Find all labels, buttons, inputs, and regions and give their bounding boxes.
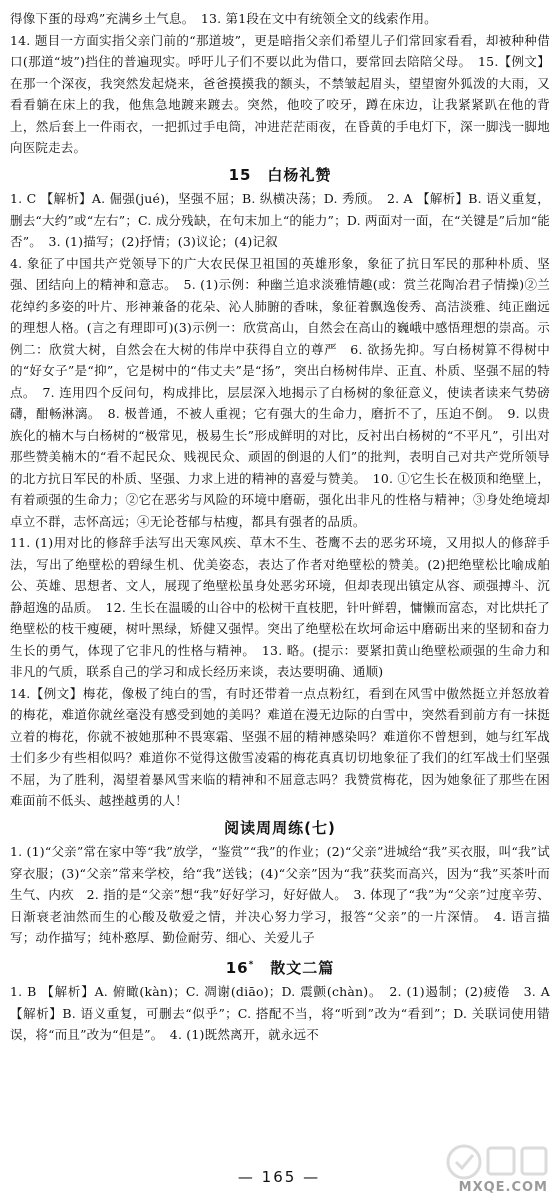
answer-paragraph: 1. B 【解析】A. 俯瞰(kàn)；C. 凋谢(diāo)；D. 震颤(chàn)。 2. (1)遏制；(2)疲倦 3. A 【解析】B. 语义重复，可删去“似乎”；C. 搭配不当，将“听到”改为“看到”；D. 关联词使用错误，将“而且”改为“但是”。 4. (1)既然离开，就永远不	[10, 984, 550, 1042]
section-title	[10, 955, 550, 980]
answer-paragraph: 14. 题目一方面实指父亲门前的“那道坡”，更是暗指父亲们希望儿子们常回家看看，却被种种借口(那道“坡”)挡住的普遍现实。呼吁儿子们不要以此为借口，要常回去陪陪父母。 15.【例文】在那一个深夜，我突然发起烧来，爸爸摸摸我的额头，不禁皱起眉头，望望窗外狐泼的大雨，又看看躺在床上的我，他焦急地踱来踱去。突然，他咬了咬牙，蹲在床边，让我紧紧趴在他的背上，然后套上一件雨衣，一把抓过手电筒，冲进茫茫雨夜，在昏黄的手电灯下，深一脚浅一脚地向医院走去。	[10, 32, 550, 155]
answer-paragraph: 1. C 【解析】A. 倔强(jué)，坚强不屈；B. 纵横决荡；D. 秀颀。 2. A 【解析】B. 语义重复，删去“大约”或“左右”；C. 成分残缺，在句末加上“的能力”；D. 两面对一面，在“关键是”后加“能否”。 3. (1)描写；(2)抒情；(3)议论；(4)记叙	[10, 191, 550, 249]
watermark-text: MXQE.COM	[458, 1180, 548, 1195]
section-title-text: 16	[225, 958, 249, 977]
answer-page	[10, 8, 550, 1046]
answer-paragraph: 4. 象征了中国共产党领导下的广大农民保卫祖国的英雄形象，象征了抗日军民的那种朴质、坚强、团结向上的精神和意志。 5. (1)示例：种幽兰追求淡雅情趣(或：赏兰花陶冶君子情操)②兰花绰约多姿的叶片、形神兼备的花朵、沁人肺腑的香味，象征着飘逸俊秀、高洁淡雅、纯正幽远的理想人格。(言之有理即可)(3)示例一：欣赏高山，自然会在高山的巍峨中感悟理想的崇高。示例二：欣赏大树，自然会在大树的伟岸中获得自立的尊严 6. 欲扬先抑。写白杨树算不得树中的“好女子”是“抑”，它是树中的“伟丈夫”是“扬”，突出白杨树伟岸、正直、朴质、坚强不屈的特点。 7. 连用四个反问句，构成排比，层层深入地揭示了白杨树的象征意义，使读者读来气势磅礴，酣畅淋漓。 8. 极普通，不被人重视；它有强大的生命力，磨折不了，压迫不倒。 9. 以贵族化的楠木与白杨树的“极常见，极易生长”形成鲜明的对比，反衬出白杨树的“不平凡”，引出对那些赞美楠木的“看不起民众、贱视民众、顽固的倒退的人们”的批判，表明自己对共产党所领导的北方抗日军民的朴质、坚强、力求上进的精神的喜爱与赞美。 10. ①它生长在极顶和绝壁上，有着顽强的生命力；②它在恶劣与风险的环境中磨砺，强化出非凡的性格与精神；③身处绝境却卓立不群，志怀高远；④无论苍郁与枯瘦，都具有强者的品质。	[10, 255, 550, 529]
section-title	[10, 165, 550, 187]
page-number: — 165 —	[237, 1168, 321, 1186]
answer-paragraph: 14.【例文】梅花，像极了纯白的雪，有时还带着一点点粉红，看到在风雪中傲然挺立并怒放着的梅花，难道你就丝毫没有感受到她的美吗？难道在漫无边际的白雪中，突然看到前方有一抹挺立着的梅花，你就不被她那种不畏寒霜、坚强不屈的精神感染吗？难道你不曾想到，她与红军战士们多少有些相似吗？难道你不觉得这傲雪凌霜的梅花真真切切地象征了我们的红军战士们坚强不屈，为了胜利，渴望着暴风雪来临的精神和不屈意志吗？我赞赏梅花，因为她象征了那些在困难面前不低头、越挫越勇的人！	[10, 685, 550, 808]
section-title-text: 15 白杨礼赞	[228, 165, 332, 184]
section-title-text: 阅读周周练(七)	[224, 818, 336, 837]
section-title-mark: *	[248, 959, 255, 970]
answer-paragraph: 1. (1)“父亲”常在家中等“我”放学，“鉴赏”“我”的作业；(2)“父亲”进城给“我”买衣服，叫“我”试穿衣服；(3)“父亲”常来学校，给“我”送钱；(4)“父亲”因为“我”获奖而高兴，因为“我”买茶叶而生气、内疚 2. 指的是“父亲”想“我”好好学习，好好做人。 3. 体现了“我”为“父亲”过度辛劳、日渐衰老油然而生的心酸及敬爱之情，并决心努力学习，报答“父亲”的一片深情。 4. 语言描写；动作描写；纯朴憨厚、勤俭耐劳、细心、关爱儿子	[10, 844, 550, 945]
answer-paragraph: 得像下蛋的母鸡”充满乡土气息。 13. 第1段在文中有统领全文的线索作用。	[10, 11, 437, 26]
answer-paragraph: 11. (1)用对比的修辞手法写出天寒风疾、草木不生、苍鹰不去的恶劣环境，又用拟人的修辞手法，写出了绝壁松的碧绿生机、优美姿态，表达了作者对绝壁松的赞美。(2)把绝壁松比喻成舶公、英雄、思想者、文人，展现了绝壁松虽身处恶劣环境，但却表现出镇定从容、顽强搏斗、沉静超逸的品质。 12. 生长在温暖的山谷中的松树干直枝肥，针叶鲜碧，慵懒而富态，对比烘托了绝壁松的枝干瘦硬，树叶黑绿，矫健又强悍。突出了绝壁松在坎坷命运中磨砺出来的坚韧和奋力生长的勇气，体现了它非凡的性格与精神。 13. 略。(提示：要紧扣黄山绝壁松顽强的生命力和非凡的气质，联系自己的学习和成长经历来谈，表达要明确、通顺)	[10, 535, 550, 679]
section-title	[10, 818, 550, 840]
section-title-rest: 散文二篇	[254, 958, 335, 977]
